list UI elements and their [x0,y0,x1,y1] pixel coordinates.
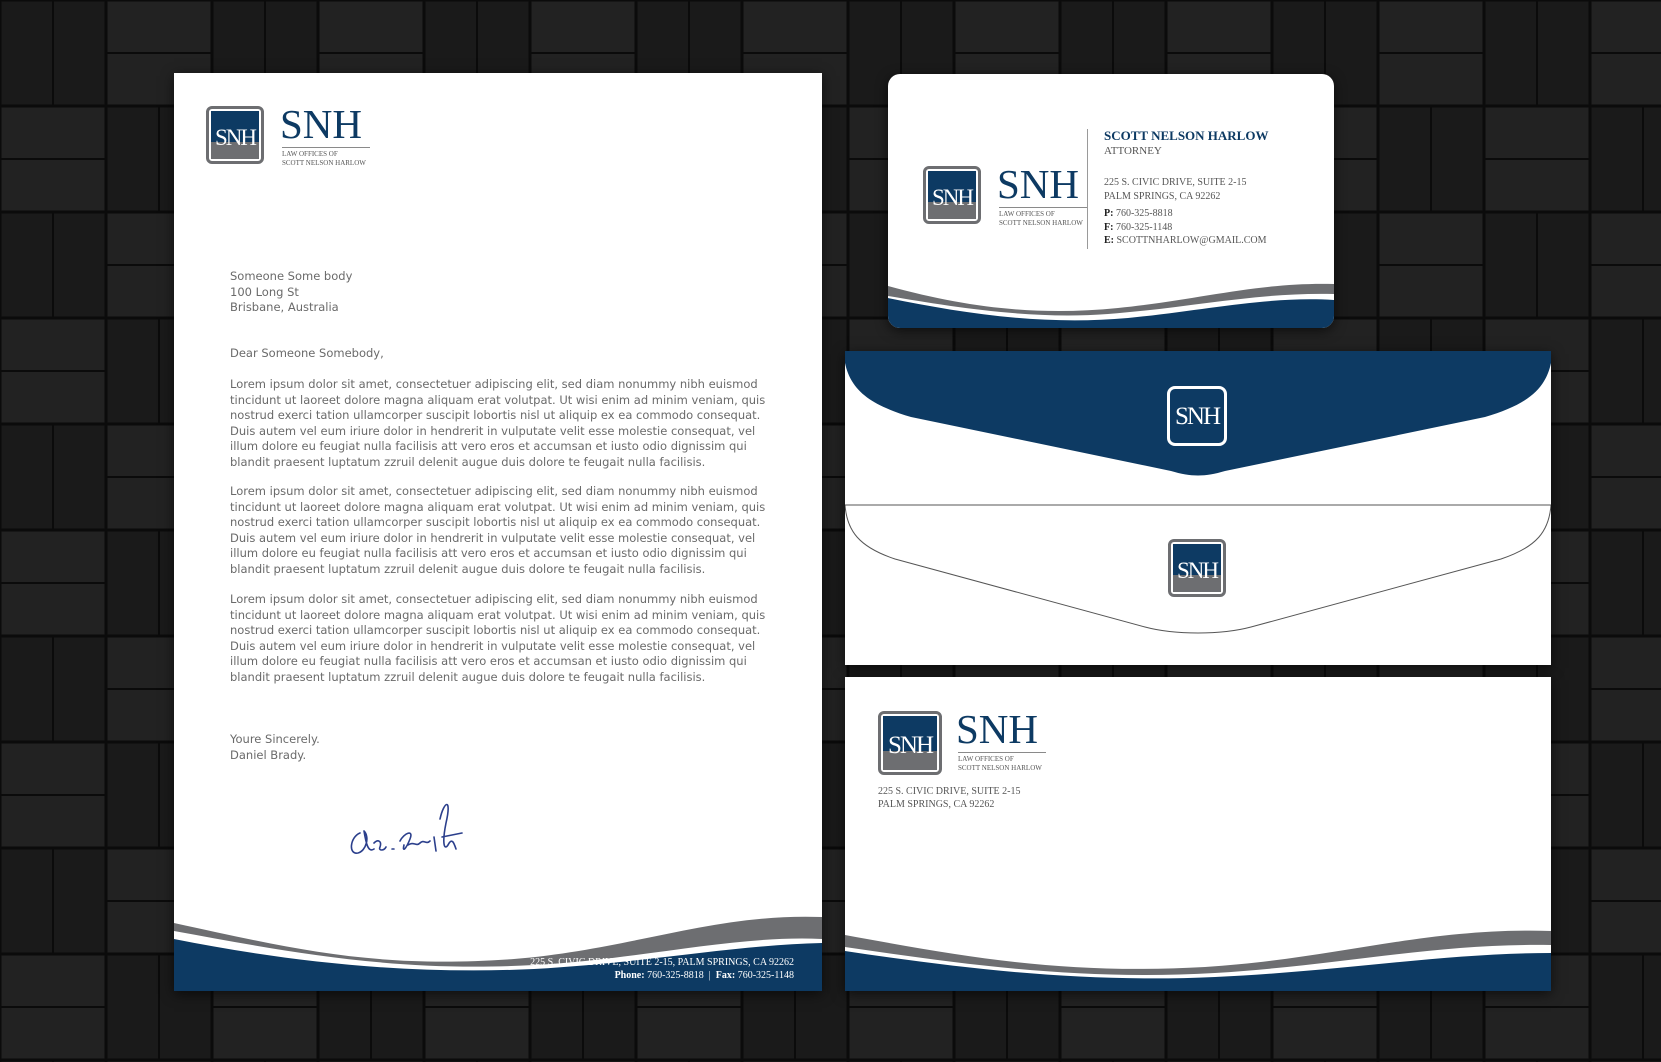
envelope-front-wave [845,919,1551,991]
recipient-line: 100 Long St [230,284,299,299]
snh-monogram-icon [206,106,264,164]
return-address: 225 S. CIVIC DRIVE, SUITE 2-15 PALM SPRINGS, CA 92262 [878,786,1021,810]
body-paragraph: Lorem ipsum dolor sit amet, consectetuer adipiscing elit, sed diam nonummy nibh euismod tincidunt ut laoreet dolore magna aliquam erat volutpat. Ut wisi enim ad minim veniam, quis nostrud exerci tation ullamcorper suscipit lobortis nisl ut aliquip ex ea commodo consequat. Duis autem vel eum iriure dolor in hendrerit in vulputate velit esse molestie consequat, vel illum dolore eu feugiat nulla facilisis att vero eros et accumsan et iusto odio dignissim qui blandit praesent luptatum zzruil delenit augue duis dolore te feugait nulla facilisis. [230,592,766,684]
business-card: SNH SNH LAW OFFICES OF SCOTT NELSON HARLOW SCOTT NELSON HARLOW ATTORNEY 225 S. CIVIC DRIVE, SUITE 2-15 PALM SPRINGS, CA 92262 P: 760-325-8818 F: 760-325-1148 E: SCOTTNHARLOW@GMAIL.COM [888,74,1334,328]
salutation: Dear Someone Somebody, [230,346,384,360]
envelope-front: SNH SNH LAW OFFICES OF SCOTT NELSON HARLOW 225 S. CIVIC DRIVE, SUITE 2-15 PALM SPRINGS, CA 92262 [845,677,1551,991]
person-name: SCOTT NELSON HARLOW [1104,128,1269,143]
envelope-back [845,351,1551,665]
recipient-line: Brisbane, Australia [230,300,339,314]
snh-monogram-icon: SNH [878,711,942,775]
snh-monogram-icon: SNH [923,166,981,224]
body-paragraph: Lorem ipsum dolor sit amet, consectetuer adipiscing elit, sed diam nonummy nibh euismod tincidunt ut laoreet dolore magna aliquam erat volutpat. Ut wisi enim ad minim veniam, quis nostrud exerci tation ullamcorper suscipit lobortis nisl ut aliquip ex ea commodo consequat. Duis autem vel eum iriure dolor in hendrerit in vulputate velit esse molestie consequat, vel illum dolore eu feugiat nulla facilisis att vero eros et accumsan et iusto odio dignissim qui blandit praesent luptatum zzruil delenit augue duis dolore te feugait nulla facilisis. [230,377,766,469]
letterhead-footer-address: 225 S. CIVIC DRIVE, SUITE 2-15, PALM SPRINGS, CA 92262 Phone: 760-325-8818 | Fax: 760-325-1148 [530,957,794,981]
letterhead [174,73,822,991]
person-title: ATTORNEY [1104,145,1162,157]
tagline: LAW OFFICES OF SCOTT NELSON HARLOW [282,150,366,167]
body-paragraph: Lorem ipsum dolor sit amet, consectetuer adipiscing elit, sed diam nonummy nibh euismod tincidunt ut laoreet dolore magna aliquam erat volutpat. Ut wisi enim ad minim veniam, quis nostrud exerci tation ullamcorper suscipit lobortis nisl ut aliquip ex ea commodo consequat. Duis autem vel eum iriure dolor in hendrerit in vulputate velit esse molestie consequat, vel illum dolore eu feugiat nulla facilisis att vero eros et accumsan et iusto odio dignissim qui blandit praesent luptatum zzruil delenit augue duis dolore te feugait nulla facilisis. [230,484,766,576]
business-card-contact: SCOTT NELSON HARLOW ATTORNEY 225 S. CIVIC DRIVE, SUITE 2-15 PALM SPRINGS, CA 92262 P: 760-325-8818 F: 760-325-1148 E: SCOTTNHARLOW@GMAIL.COM [1104,128,1269,246]
recipient-line: Someone Some body [230,269,353,283]
snh-monogram-icon: SNH [1168,539,1226,597]
recipient-address [230,269,352,316]
handwritten-signature [344,793,474,863]
business-card-wave [888,274,1334,328]
wordmark: SNH [280,101,363,147]
monogram-letters: SNH [214,125,255,150]
closing: Youre Sincerely. Daniel Brady. [230,732,320,762]
flap-monogram-icon: SNH [1167,386,1227,446]
